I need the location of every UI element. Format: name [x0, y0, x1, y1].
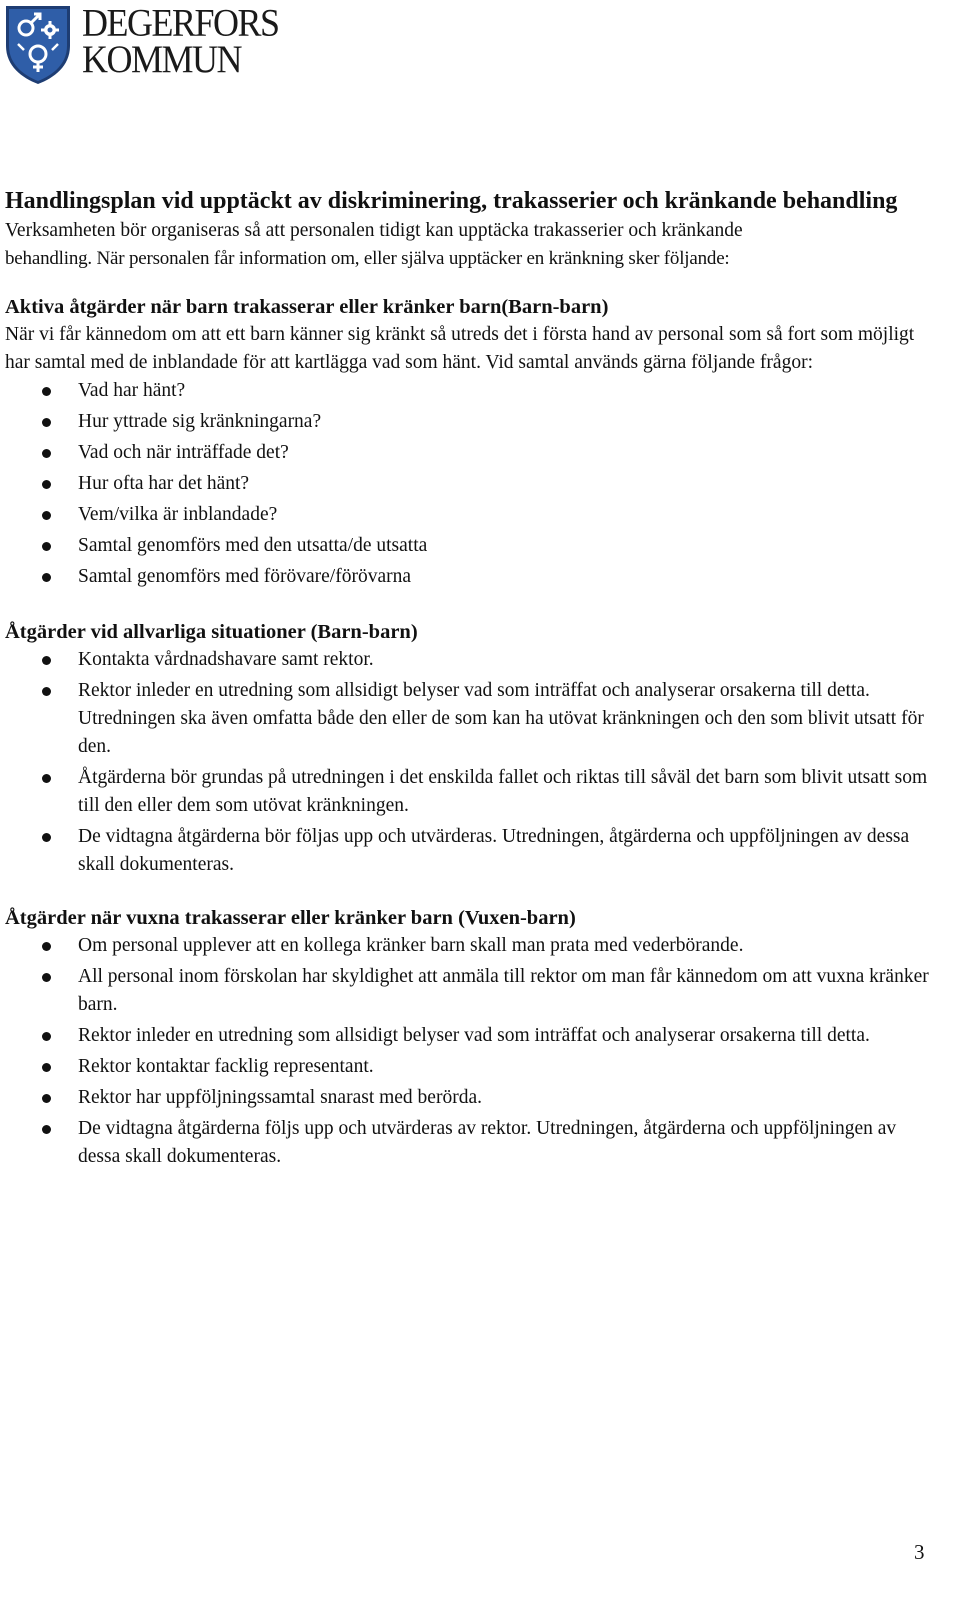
bullet-icon — [42, 418, 51, 427]
list-item: De vidtagna åtgärderna bör följas upp och utvärderas. Utredningen, åtgärderna och uppföljningen av dessa skall dokumenteras. — [5, 823, 940, 879]
section-heading: Aktiva åtgärder när barn trakasserar eller kränker barn(Barn-barn) — [5, 296, 609, 318]
logo-line-1: DEGERFORS — [82, 0, 279, 44]
bullet-icon — [42, 573, 51, 582]
bullet-icon — [42, 387, 51, 396]
page-number: 3 — [914, 1540, 925, 1564]
bullet-icon — [42, 656, 51, 665]
list-item: Hur yttrade sig kränkningarna? — [5, 408, 940, 436]
bullet-icon — [42, 973, 51, 982]
bullet-icon — [42, 1032, 51, 1041]
list-item: Rektor inleder en utredning som allsidigt belyser vad som inträffat och analyserar orsakerna till detta. Utredningen ska även omfatta både den eller de som kan ha utövat kränkningen och den som blivit utsatt för den. — [5, 677, 940, 761]
list-item: Rektor kontaktar facklig representant. — [5, 1053, 940, 1081]
list-item: Kontakta vårdnadshavare samt rektor. — [5, 646, 940, 674]
document-body — [5, 186, 940, 1174]
list-item: Hur ofta har det hänt? — [5, 470, 940, 498]
bullet-icon — [42, 511, 51, 520]
list-item: Rektor har uppföljningssamtal snarast med berörda. — [5, 1084, 940, 1112]
list-item: Rektor inleder en utredning som allsidigt belyser vad som inträffat och analyserar orsakerna till detta. — [5, 1022, 940, 1050]
bullet-icon — [42, 1094, 51, 1103]
logo-line-2: KOMMUN — [82, 37, 242, 81]
list-item: Samtal genomförs med förövare/förövarna — [5, 563, 940, 591]
list-item: Vad har hänt? — [5, 377, 940, 405]
municipality-logo — [4, 0, 304, 90]
list-item: Samtal genomförs med den utsatta/de utsatta — [5, 532, 940, 560]
bullet-icon — [42, 480, 51, 489]
list-item: All personal inom förskolan har skyldighet att anmäla till rektor om man får kännedom om att vuxna kränker barn. — [5, 963, 940, 1019]
list-item: Vem/vilka är inblandade? — [5, 501, 940, 529]
list-item: Åtgärderna bör grundas på utredningen i det enskilda fallet och riktas till såväl det barn som blivit utsatt som till den eller dem som utövat kränkningen. — [5, 764, 940, 820]
coat-of-arms-icon — [4, 4, 72, 86]
bullet-icon — [42, 774, 51, 783]
bullet-icon — [42, 449, 51, 458]
section-heading: Åtgärder vid allvarliga situationer (Barn-barn) — [5, 621, 418, 643]
list-item: De vidtagna åtgärderna följs upp och utvärderas av rektor. Utredningen, åtgärderna och uppföljningen av dessa skall dokumenteras. — [5, 1115, 940, 1171]
action-list — [5, 646, 940, 879]
bullet-icon — [42, 542, 51, 551]
document-title: Handlingsplan vid upptäckt av diskriminering, trakasserier och kränkande behandling — [5, 188, 898, 214]
section-heading: Åtgärder när vuxna trakasserar eller kränker barn (Vuxen-barn) — [5, 907, 576, 929]
list-item: Om personal upplever att en kollega kränker barn skall man prata med vederbörande. — [5, 932, 940, 960]
bullet-icon — [42, 942, 51, 951]
intro-line-1: Verksamheten bör organiseras så att personalen tidigt kan upptäcka trakasserier och kränkande — [5, 220, 743, 241]
bullet-icon — [42, 687, 51, 696]
section-paragraph: När vi får kännedom om att ett barn känner sig kränkt så utreds det i första hand av personal som så fort som möjligt har samtal med de inblandade för att kartlägga vad som hänt. Vid samtal används gärna följande frågor: — [5, 324, 915, 373]
action-list — [5, 932, 940, 1171]
bullet-icon — [42, 833, 51, 842]
logo-wordmark — [82, 0, 279, 81]
bullet-icon — [42, 1063, 51, 1072]
list-item: Vad och när inträffade det? — [5, 439, 940, 467]
intro-line-2: behandling. När personalen får information om, eller själva upptäcker en kränkning sker följande: — [5, 248, 730, 269]
bullet-icon — [42, 1125, 51, 1134]
question-list — [5, 377, 940, 591]
